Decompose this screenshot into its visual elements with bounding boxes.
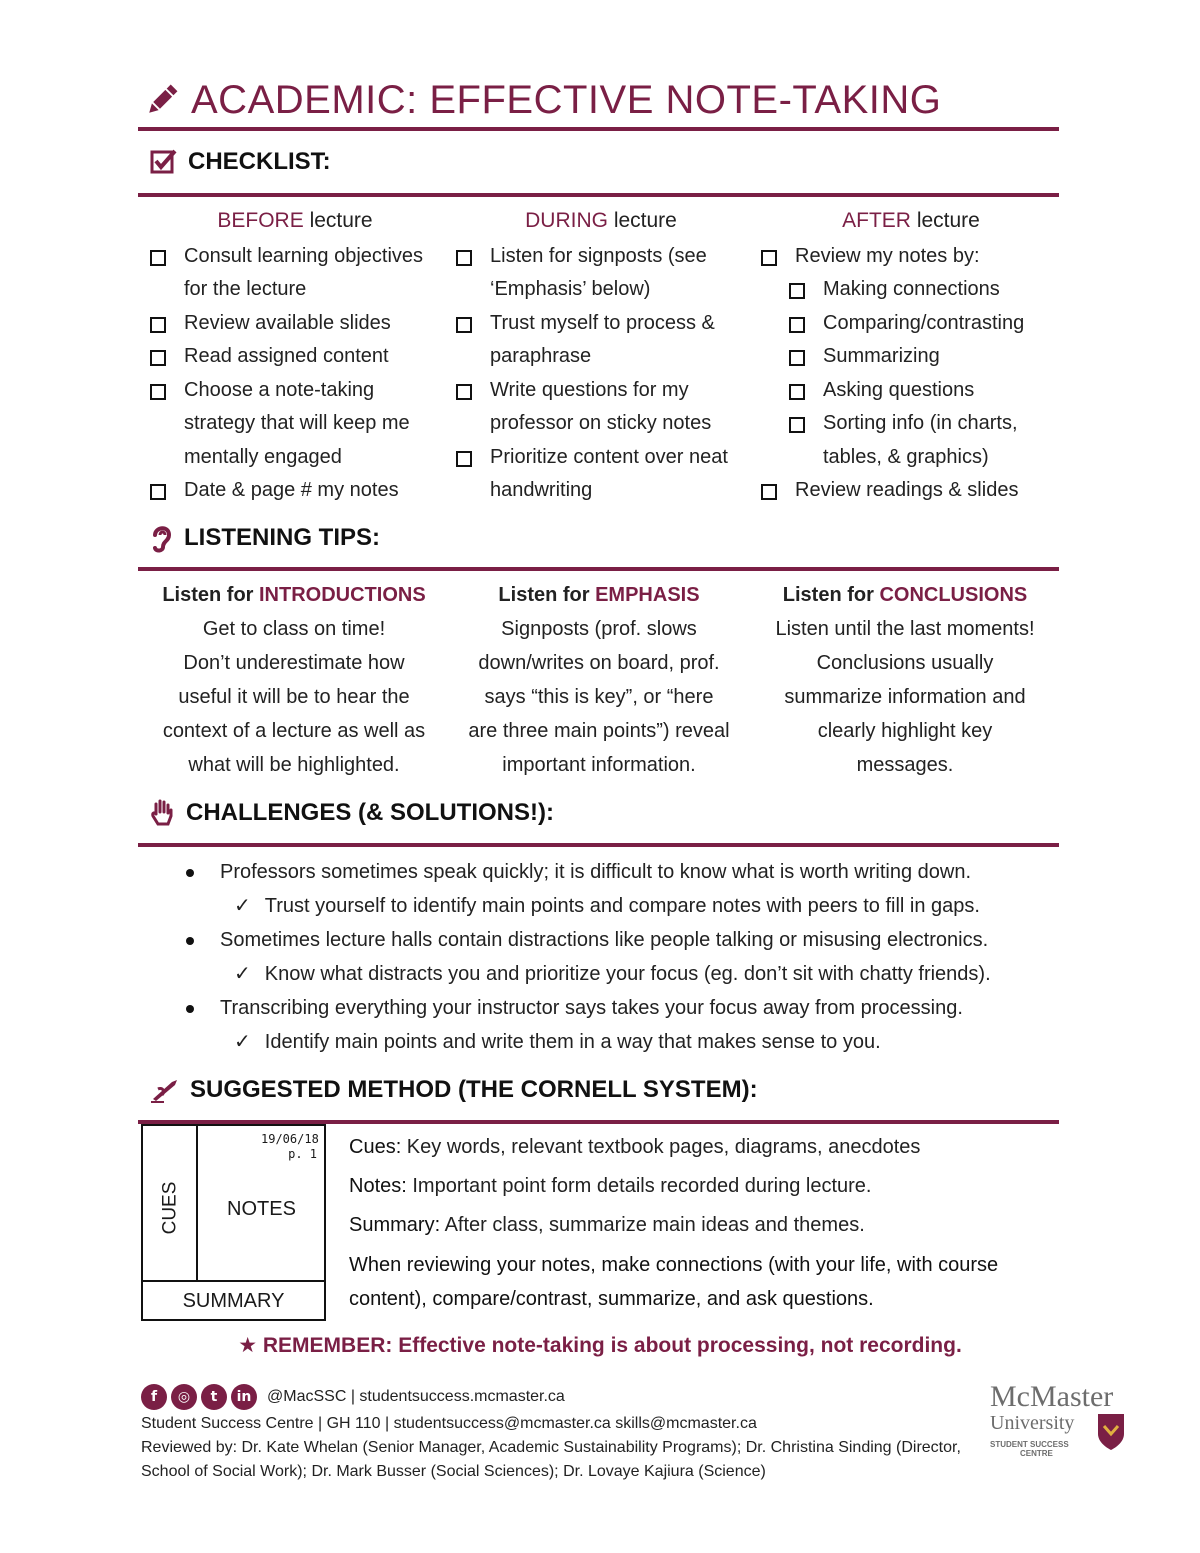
tip-line: what will be highlighted.	[188, 754, 400, 776]
method-heading: SUGGESTED METHOD (THE CORNELL SYSTEM):	[150, 1076, 758, 1104]
checklist-subitem[interactable]: Making connections	[761, 273, 1061, 307]
tip-line: clearly highlight key	[817, 720, 993, 742]
checkmark-icon: ✓	[234, 895, 251, 917]
checklist-subitem[interactable]: Sorting info (in charts, tables, & graphics)	[761, 407, 1061, 474]
tip-heading: Listen for EMPHASIS	[498, 584, 700, 606]
tip-heading: Listen for CONCLUSIONS	[782, 584, 1028, 606]
checkmark-icon: ✓	[234, 1031, 251, 1053]
writing-hand-icon	[150, 1077, 180, 1103]
tip-line: important information.	[502, 754, 696, 776]
checklist-subitem[interactable]: Comparing/contrasting	[761, 307, 1061, 341]
facebook-icon[interactable]: f	[141, 1384, 167, 1410]
star-icon: ★	[238, 1334, 258, 1357]
checkbox[interactable]	[789, 417, 805, 433]
hand-icon	[150, 798, 176, 828]
checklist-heading: CHECKLIST:	[150, 148, 331, 176]
tip-line: useful it will be to hear the	[178, 686, 410, 708]
tip-line: Listen until the last moments!	[775, 618, 1035, 640]
cues-description: Cues: Key words, relevant textbook pages, diagrams, anecdotes	[349, 1136, 921, 1158]
solution-item: ✓ Know what distracts you and prioritize your focus (eg. don’t sit with chatty friends).	[186, 957, 1066, 991]
pencil-icon	[143, 81, 181, 119]
challenges-rule	[138, 843, 1059, 847]
crest-icon	[1096, 1412, 1126, 1452]
tip-line: messages.	[856, 754, 954, 776]
checklist-item[interactable]: Listen for signposts (see ‘Emphasis’ below)	[456, 240, 746, 307]
column-heading: BEFORE lecture	[217, 209, 373, 232]
checkbox[interactable]	[150, 317, 166, 333]
tip-line: Conclusions usually	[816, 652, 994, 674]
summary-label: SUMMARY	[182, 1290, 285, 1312]
challenges-heading: CHALLENGES (& SOLUTIONS!):	[150, 798, 554, 828]
cornell-diagram	[141, 1124, 326, 1321]
social-handle-link[interactable]: @MacSSC | studentsuccess.mcmaster.ca	[267, 1388, 565, 1405]
instagram-icon[interactable]: ◎	[171, 1384, 197, 1410]
cues-label: CUES	[159, 1181, 181, 1235]
checklist-column-before	[150, 204, 440, 508]
challenge-item: Transcribing everything your instructor says takes your focus away from processing.	[186, 991, 1066, 1025]
checklist-rule	[138, 193, 1059, 197]
challenge-item: Professors sometimes speak quickly; it is difficult to know what is worth writing down.	[186, 855, 1066, 889]
solution-item: ✓ Identify main points and write them in a way that makes sense to you.	[186, 1025, 1066, 1059]
cues-divider	[196, 1126, 198, 1280]
page-title: ACADEMIC: EFFECTIVE NOTE-TAKING	[191, 77, 942, 122]
checklist-item[interactable]: Review readings & slides	[761, 474, 1061, 508]
review-description: When reviewing your notes, make connections (with your life, with course content), compare/contrast, summarize, and ask questions.	[349, 1254, 999, 1310]
summary-divider	[143, 1280, 324, 1282]
twitter-icon[interactable]: t	[201, 1384, 227, 1410]
tip-conclusions	[755, 578, 1055, 782]
checkbox[interactable]	[789, 317, 805, 333]
notes-description: Notes: Important point form details recorded during lecture.	[349, 1175, 872, 1197]
tip-line: Don’t underestimate how	[183, 652, 405, 674]
checklist-column-during	[456, 204, 746, 508]
remember-note: ★ REMEMBER: Effective note-taking is about processing, not recording.	[238, 1334, 962, 1357]
checkbox[interactable]	[150, 484, 166, 500]
cues-label-wrap	[146, 1181, 194, 1235]
checklist-item[interactable]: Write questions for my professor on sticky notes	[456, 374, 746, 441]
checklist-item[interactable]: Consult learning objectives for the lecture	[150, 240, 440, 307]
listening-rule	[138, 567, 1059, 571]
tip-line: Signposts (prof. slows	[501, 618, 697, 640]
checklist-subitem[interactable]: Summarizing	[761, 340, 1061, 374]
tip-line: are three main points”) reveal	[468, 720, 730, 742]
bullet	[186, 869, 194, 877]
checkbox-checked-icon	[150, 148, 178, 176]
page-header	[143, 74, 1063, 126]
tip-heading: Listen for INTRODUCTIONS	[162, 584, 426, 606]
checkbox[interactable]	[789, 384, 805, 400]
checkbox[interactable]	[789, 350, 805, 366]
checklist-column-after	[761, 204, 1061, 508]
notes-label: NOTES	[227, 1198, 296, 1220]
social-icons	[141, 1384, 257, 1410]
checkbox[interactable]	[456, 451, 472, 467]
footer-social	[141, 1384, 565, 1410]
checklist-item[interactable]: Review available slides	[150, 307, 440, 341]
checkbox[interactable]	[456, 317, 472, 333]
checklist-item[interactable]: Date & page # my notes	[150, 474, 440, 508]
title-rule	[138, 127, 1059, 131]
checkbox[interactable]	[789, 283, 805, 299]
tip-introductions	[144, 578, 444, 782]
tip-line: down/writes on board, prof.	[478, 652, 720, 674]
tip-line: context of a lecture as well as	[162, 720, 426, 742]
checkbox[interactable]	[150, 250, 166, 266]
mcmaster-logo: McMaster University STUDENT SUCCESS CENTRE	[990, 1382, 1130, 1492]
checkbox[interactable]	[150, 350, 166, 366]
bullet	[186, 937, 194, 945]
column-heading: AFTER lecture	[842, 209, 980, 232]
tip-line: says “this is key”, or “here	[484, 686, 714, 708]
checklist-subitem[interactable]: Asking questions	[761, 374, 1061, 408]
listening-heading: LISTENING TIPS:	[150, 523, 380, 553]
checkbox[interactable]	[150, 384, 166, 400]
checklist-item[interactable]: Read assigned content	[150, 340, 440, 374]
footer-contact: Student Success Centre | GH 110 | studentsuccess@mcmaster.ca skills@mcmaster.ca	[141, 1415, 757, 1432]
checkbox[interactable]	[761, 250, 777, 266]
footer-reviewed: Reviewed by: Dr. Kate Whelan (Senior Manager, Academic Sustainability Programs); Dr. Christina Sinding (Director, School of Social Work); Dr. Mark Busser (Social Sciences); Dr. Lovaye Kajiura (Science)	[141, 1439, 961, 1480]
column-heading: DURING lecture	[525, 209, 677, 232]
checklist-item[interactable]: Prioritize content over neat handwriting	[456, 441, 746, 508]
linkedin-icon[interactable]: in	[231, 1384, 257, 1410]
checkbox[interactable]	[456, 250, 472, 266]
challenge-item: Sometimes lecture halls contain distractions like people talking or misusing electronics.	[186, 923, 1066, 957]
checklist-item[interactable]: Review my notes by:	[761, 240, 1061, 274]
cornell-description	[349, 1128, 1069, 1316]
tip-line: summarize information and	[784, 686, 1026, 708]
tip-emphasis	[449, 578, 749, 782]
challenges-list	[186, 855, 1066, 1059]
checkbox[interactable]	[761, 484, 777, 500]
checklist-item[interactable]: Choose a note-taking strategy that will keep me mentally engaged	[150, 374, 440, 475]
cornell-date: 19/06/18 p. 1	[261, 1132, 319, 1161]
checkmark-icon: ✓	[234, 963, 251, 985]
summary-description: Summary: After class, summarize main ideas and themes.	[349, 1214, 865, 1236]
tip-line: Get to class on time!	[202, 618, 386, 640]
checkbox[interactable]	[456, 384, 472, 400]
ear-icon	[150, 523, 174, 553]
bullet	[186, 1005, 194, 1013]
checklist-item[interactable]: Trust myself to process & paraphrase	[456, 307, 746, 374]
solution-item: ✓ Trust yourself to identify main points and compare notes with peers to fill in gaps.	[186, 889, 1066, 923]
